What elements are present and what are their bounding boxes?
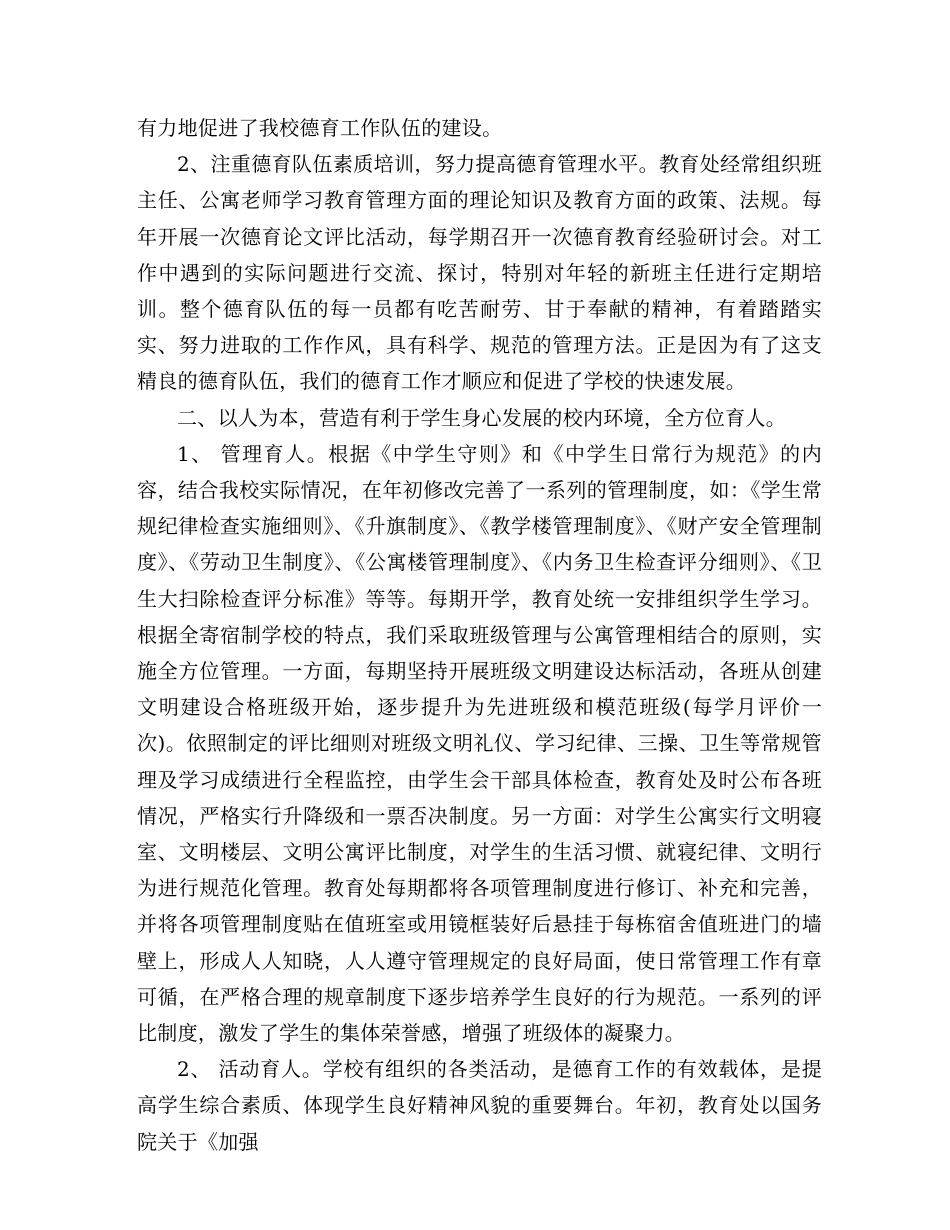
paragraph-management-education: 1、 管理育人。根据《中学生守则》和《中学生日常行为规范》的内容，结合我校实际情况，在年初修改完善了一系列的管理制度，如：《学生常规纪律检查实施细则》、《升旗制度》、《教学楼管理制度》、《财产安全管理制度》、《劳动卫生制度》、《公寓楼管理制度》、《内务卫生检查评分细则》、《卫生大扫除检查评分标准》等等。每期开学，教育处统一安排组织学生学习。根据全寄宿制学校的特点，我们采取班级管理与公寓管理相结合的原则，实施全方位管理。一方面，每期坚持开展班级文明建设达标活动，各班从创建文明建设合格班级开始，逐步提升为先进班级和模范班级(每学月评价一次)。依照制定的评比细则对班级文明礼仪、学习纪律、三操、卫生等常规管理及学习成绩进行全程监控，由学生会干部具体检查，教育处及时公布各班情况，严格实行升降级和一票否决制度。另一方面：对学生公寓实行文明寝室、文明楼层、文明公寓评比制度，对学生的生活习惯、就寝纪律、文明行为进行规范化管理。教育处每期都将各项管理制度进行修订、补充和完善，并将各项管理制度贴在值班室或用镜框装好后悬挂于每栋宿舍值班进门的墙壁上，形成人人知晓，人人遵守管理规定的良好局面，使日常管理工作有章可循，在严格合理的规章制度下逐步培养学生良好的行为规范。一系列的评比制度，激发了学生的集体荣誉感，增强了班级体的凝聚力。 bbox=[137, 441, 822, 1046]
paragraph-activity-education: 2、 活动育人。学校有组织的各类活动，是德育工作的有效载体，是提高学生综合素质、体现学生良好精神风貌的重要舞台。年初，教育处以国务院关于《加强 bbox=[137, 1057, 822, 1154]
section-heading-people-oriented: 二、以人为本，营造有利于学生身心发展的校内环境，全方位育人。 bbox=[177, 405, 786, 430]
paragraph-continuation: 有力地促进了我校德育工作队伍的建设。 bbox=[137, 116, 503, 140]
paragraph-team-training: 2、注重德育队伍素质培训，努力提高德育管理水平。教育处经常组织班主任、公寓老师学习教育管理方面的理论知识及教育方面的政策、法规。每年开展一次德育论文评比活动，每学期召开一次德育教育经验研讨会。对工作中遇到的实际问题进行交流、探讨，特别对年轻的新班主任进行定期培训。整个德育队伍的每一员都有吃苦耐劳、甘于奉献的精神，有着踏踏实实、努力进取的工作作风，具有科学、规范的管理方法。正是因为有了这支精良的德育队伍，我们的德育工作才顺应和促进了学校的快速发展。 bbox=[137, 152, 822, 394]
document-page bbox=[137, 110, 822, 1160]
